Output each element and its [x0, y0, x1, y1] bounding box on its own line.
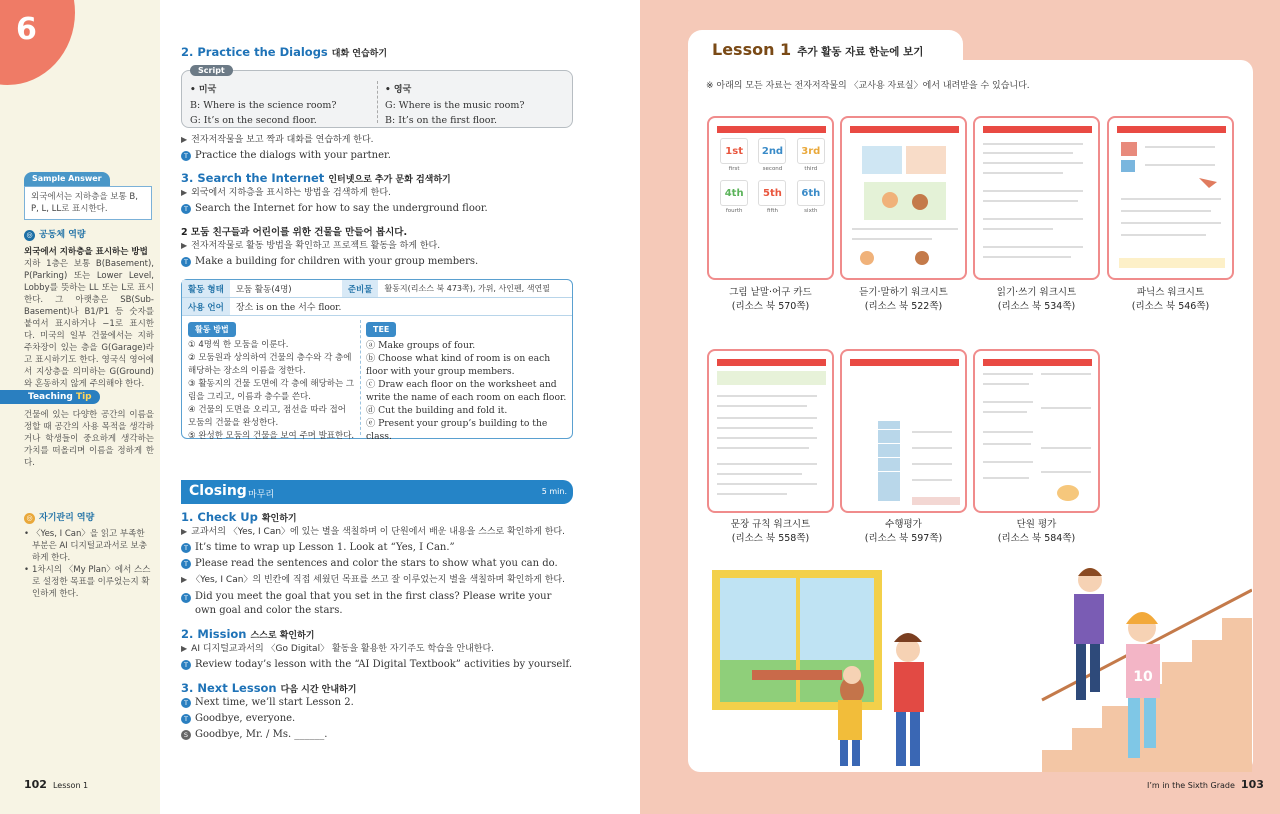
script-col-uk: [385, 83, 524, 128]
right-footer-label: I’m in the Sixth Grade: [1147, 781, 1235, 790]
next-lesson-section: 3. Next Lesson 다음 시간 안내하기 T Next time, we’ll start Lesson 2. T Goodbye, everyone. S Goodbye, Mr. / Ms. ______.: [181, 681, 573, 743]
material-name: 문장 규칙 워크시트: [730, 519, 811, 530]
material-name: 단원 평가: [1016, 519, 1057, 530]
search-subheading: 인터넷으로 추가 문화 검색하기: [328, 175, 451, 185]
material-name: 파닉스 워크시트: [1136, 287, 1205, 298]
ordinal-card-label: 4th: [720, 180, 748, 206]
teaching-tip-label: [0, 390, 100, 404]
mission-en: Review today’s lesson with the “AI Digital Textbook” activities by yourself.: [195, 659, 573, 670]
ordinal-card-word: second: [762, 166, 783, 172]
download-note: ※ 아래의 모든 자료는 전자저작물의 〈교사용 자료실〉에서 내려받을 수 있습니다.: [706, 81, 1030, 91]
competency-icon: ◎: [24, 513, 35, 524]
left-footer-label: Lesson 1: [52, 781, 89, 790]
material-name: 수행평가: [885, 519, 922, 530]
language-label: 사용 언어: [182, 298, 230, 315]
ordinal-card: [755, 180, 789, 218]
ordinal-card-word: sixth: [804, 208, 818, 214]
mission-subheading: 스스로 확인하기: [250, 631, 315, 641]
next-lesson-line: Next time, we’ll start Lesson 2.: [195, 697, 354, 708]
script-uk-heading: • 영국: [385, 85, 412, 95]
tee-label: TEE: [366, 322, 396, 337]
search-ko: 외국에서 지하층을 표시하는 방법을 검색하게 한다.: [191, 188, 391, 198]
lesson-title-text: Lesson 1: [712, 40, 792, 59]
material-ref: (리소스 북 597쪽): [864, 533, 943, 544]
sentence-rule-worksheet-thumbnail: [707, 349, 834, 513]
performance-assessment-thumbnail: [840, 349, 967, 513]
phonics-illustration: [1109, 118, 1234, 280]
checkup-line: 〈Yes, I Can〉의 빈칸에 직접 세웠던 목표를 쓰고 잘 이루었는지 별을 색칠하며 확인하게 한다.: [191, 575, 565, 585]
material-ref: (리소스 북 570쪽): [731, 301, 810, 312]
closing-subtitle: 마무리: [248, 490, 275, 500]
ordinal-card-label: 1st: [720, 138, 748, 164]
script-uk-line-g: G: Where is the music room?: [385, 100, 525, 111]
community-competency: [24, 229, 154, 390]
next-lesson-line: Goodbye, Mr. / Ms. ______.: [195, 729, 328, 740]
self-management-heading: 자기관리 역량: [39, 513, 95, 523]
activity-title: 2 모둠 친구들과 어린이를 위한 건물을 만들어 봅시다.: [181, 227, 408, 238]
material-caption: [973, 518, 1100, 546]
script-us-heading: • 미국: [190, 85, 217, 95]
tee-step: ⓑ Choose what kind of room is on each floor with your group members.: [366, 353, 551, 377]
language-value: 장소 is on the 서수 floor.: [235, 303, 342, 313]
worksheet-illustration: [842, 118, 967, 280]
method-label: 활동 방법: [188, 322, 236, 337]
material-caption: [973, 286, 1100, 314]
activity-en: Make a building for children with your group members.: [195, 256, 479, 267]
closing-time: 5 min.: [541, 487, 567, 496]
closing-title: Closing: [189, 483, 247, 499]
next-lesson-subheading: 다음 시간 안내하기: [280, 685, 357, 695]
left-page-number: 102: [24, 778, 47, 791]
activity-section: 2 모둠 친구들과 어린이를 위한 건물을 만들어 봅시다. ▶ 전자저작물로 활동 방법을 확인하고 프로젝트 활동을 하게 한다. T Make a building for children with your group members.: [181, 224, 573, 270]
mission-heading: 2. Mission: [181, 627, 247, 641]
activity-type-value: 모둠 활동(4명): [235, 284, 292, 295]
lesson-subtitle: 추가 활동 자료 한눈에 보기: [797, 46, 924, 58]
material-ref: (리소스 북 522쪽): [864, 301, 943, 312]
script-us-line-b: B: Where is the science room?: [190, 100, 337, 111]
material-name: 그림 낱말·어구 카드: [729, 287, 812, 298]
material-ref: (리소스 북 558쪽): [731, 533, 810, 544]
script-col-us: [190, 83, 336, 128]
script-box: [181, 66, 573, 128]
script-uk-line-b: B: It’s on the first floor.: [385, 115, 498, 126]
phonics-worksheet-thumbnail: [1107, 116, 1234, 280]
unit-test-thumbnail: [973, 349, 1100, 513]
closing-banner: [181, 480, 573, 504]
material-ref: (리소스 북 534쪽): [997, 301, 1076, 312]
right-page-number: 103: [1240, 778, 1264, 791]
prep-label: 준비물: [342, 280, 379, 297]
ordinal-card-word: third: [804, 166, 818, 172]
activity-type-label: 활동 형태: [182, 280, 230, 297]
mission-section: 2. Mission 스스로 확인하기 ▶ AI 디지털교과서의 〈Go Digital〉 활동을 활용한 자기주도 학습을 안내한다. T Review today’s lesson with the “AI Digital Textbook” activities by yourself.: [181, 627, 573, 673]
practice-subheading: 대화 연습하기: [331, 49, 388, 59]
method-step: ③ 활동지의 건물 도면에 각 층에 해당하는 그림을 그리고, 이름과 층수를 쓴다.: [188, 379, 355, 402]
ordinal-card-label: 5th: [758, 180, 786, 206]
prep-value: 활동지(리소스 북 473쪽), 가위, 사인펜, 색연필: [384, 284, 550, 293]
checkup-subheading: 확인하기: [261, 514, 297, 524]
search-heading: 3. Search the Internet: [181, 171, 325, 185]
school-stairs-illustration: [712, 550, 1252, 772]
tee-step: ⓓ Cut the building and fold it.: [366, 405, 508, 416]
checkup-line: 교과서의 〈Yes, I Can〉에 있는 별을 색칠하며 이 단원에서 배운 내용을 스스로 확인하게 한다.: [191, 527, 565, 537]
search-section: 3. Search the Internet 인터넷으로 추가 문화 검색하기 ▶ 외국에서 지하층을 표시하는 방법을 검색하게 한다. T Search the Internet for how to say the underground floor.: [181, 171, 573, 217]
checkup-line: It’s time to wrap up Lesson 1. Look at “Yes, I Can.”: [195, 542, 455, 553]
script-us-line-g: G: It’s on the second floor.: [190, 115, 317, 126]
ordinal-card: [794, 180, 828, 218]
checkup-heading: 1. Check Up: [181, 510, 258, 524]
self-management-item: 1차시의 〈My Plan〉에서 스스로 설정한 목표를 이루었는지 확인하게 한다.: [32, 565, 151, 599]
teaching-tip-label-a: Teaching: [28, 392, 73, 402]
material-name: 읽기·쓰기 워크시트: [996, 287, 1077, 298]
community-body: 지하 1층은 보통 B(Basement), P(Parking) 또는 Lower Level, Lobby를 뜻하는 LL 또는 L로 표시한다. 그 아랫층은 SB(Sub-Basement)나 B1/P1 등 숫자를 붙여서 표시하거나 −1로 표시한다. 미국의 일부 건물에서는 지하 주차장이 있는 층을 G(Garage)라고 표시하기도 한다. 영국식 영어에서 지상층을 의미하는 G(Ground)와 혼동하지 않게 주의해야 한다.: [24, 259, 154, 389]
self-management-competency: ◎ 자기관리 역량 • 〈Yes, I Can〉을 읽고 부족한 부분은 AI 디지털교과서로 보충하게 한다. • 1차시의 〈My Plan〉에서 스스로 설정한 목표를 이루었는지 확인하게 한다.: [24, 512, 154, 600]
mission-ko: AI 디지털교과서의 〈Go Digital〉 활동을 활용한 자기주도 학습을 안내한다.: [191, 644, 495, 654]
practice-ko: 전자저작물을 보고 짝과 대화를 연습하게 한다.: [191, 135, 374, 145]
ordinal-card-word: fifth: [767, 208, 778, 214]
method-step: ② 모둠원과 상의하여 건물의 층수와 각 층에 해당하는 장소의 이름을 정한다.: [188, 353, 352, 376]
right-page: [640, 0, 1280, 814]
sample-answer-box: [24, 172, 152, 220]
ordinal-card: [717, 180, 751, 218]
practice-instructions: ▶ 전자저작물을 보고 짝과 대화를 연습하게 한다. T Practice the dialogs with your partner.: [181, 132, 573, 164]
practice-section-title: [181, 45, 573, 59]
tee-step: ⓔ Present your group’s building to the class.: [366, 418, 548, 442]
material-caption: [707, 286, 834, 314]
material-caption: [707, 518, 834, 546]
method-column: [188, 322, 356, 443]
method-step: ① 4명씩 한 모둠을 이룬다.: [188, 340, 289, 350]
ordinal-card-label: 3rd: [797, 138, 825, 164]
teaching-tip-label-b: Tip: [75, 392, 92, 402]
teaching-tip: [24, 390, 154, 469]
material-ref: (리소스 북 584쪽): [997, 533, 1076, 544]
right-page-footer: [1147, 778, 1264, 791]
next-lesson-heading: 3. Next Lesson: [181, 681, 277, 695]
script-label: Script: [190, 65, 233, 76]
practice-en: Practice the dialogs with your partner.: [195, 150, 391, 161]
activity-box: [181, 279, 573, 442]
left-page-footer: [24, 778, 88, 791]
community-title: 외국에서 지하층을 표시하는 방법: [24, 247, 148, 257]
community-heading: 공동체 역량: [39, 230, 86, 240]
tee-step: ⓒ Draw each floor on the worksheet and write the name of each room on each floor.: [366, 379, 567, 403]
method-step: ④ 건물의 도면을 오리고, 점선을 따라 접어 모둠의 건물을 완성한다.: [188, 405, 346, 428]
jersey-number: 10: [1133, 669, 1153, 685]
ordinal-card-word: first: [728, 166, 740, 172]
next-lesson-line: Goodbye, everyone.: [195, 713, 296, 724]
tee-step: ⓐ Make groups of four.: [366, 340, 476, 351]
sample-answer-text: 외국에서는 지하층을 보통 B, P, L, LL로 표시한다.: [24, 186, 152, 220]
teaching-tip-body: 건물에 있는 다양한 공간의 이름을 정할 때 공간의 사용 목적을 생각하거나 학생들이 중요하게 생각하는 가치를 떠올리며 이름을 정하게 한다.: [24, 410, 154, 468]
ordinal-card-label: 2nd: [758, 138, 786, 164]
checkup-section: 1. Check Up 확인하기 ▶ 교과서의 〈Yes, I Can〉에 있는 별을 색칠하며 이 단원에서 배운 내용을 스스로 확인하게 한다. T It’s time to wrap up Lesson 1. Look at “Yes, I Can.” T Please read the sentences and color the stars to show what you can do. ▶ 〈Yes, I Can〉의 빈칸에 직접 세웠던 목표를 쓰고 잘 이루었는지 별을 색칠하며 확인하게 한다. T Did you meet the goal that you set in the first class? Please write your own goal and color the stars.: [181, 510, 573, 618]
activity-ko: 전자저작물로 활동 방법을 확인하고 프로젝트 활동을 하게 한다.: [191, 241, 441, 251]
ordinal-card-label: 6th: [797, 180, 825, 206]
sample-answer-label: Sample Answer: [24, 172, 110, 186]
ordinal-card: [717, 138, 751, 176]
chapter-number: 6: [16, 12, 37, 47]
competency-icon: ◎: [24, 230, 35, 241]
tee-column: [366, 322, 570, 443]
ordinal-card-word: fourth: [725, 208, 743, 214]
ordinal-card-grid: [717, 138, 828, 218]
material-caption: [840, 286, 967, 314]
material-name: 듣기·말하기 워크시트: [859, 287, 948, 298]
ordinal-card: [794, 138, 828, 176]
checkup-line: Please read the sentences and color the stars to show what you can do.: [195, 558, 558, 569]
checkup-line: Did you meet the goal that you set in the first class? Please write your own goal and color the stars.: [195, 591, 552, 616]
lesson-title: [712, 40, 923, 59]
material-caption: [1107, 286, 1234, 314]
listening-speaking-worksheet-thumbnail: [840, 116, 967, 280]
search-en: Search the Internet for how to say the underground floor.: [195, 203, 488, 214]
ordinal-card: [755, 138, 789, 176]
material-caption: [840, 518, 967, 546]
practice-heading: 2. Practice the Dialogs: [181, 45, 328, 59]
building-floors-illustration: [842, 351, 967, 513]
reading-writing-worksheet-thumbnail: [973, 116, 1100, 280]
self-management-item: 〈Yes, I Can〉을 읽고 부족한 부분은 AI 디지털교과서로 보충하게 한다.: [32, 529, 147, 563]
material-ref: (리소스 북 546쪽): [1131, 301, 1210, 312]
method-step: ⑤ 완성한 모둠의 건물을 보여 주며 발표한다.: [188, 431, 355, 441]
word-card-thumbnail: [707, 116, 834, 280]
